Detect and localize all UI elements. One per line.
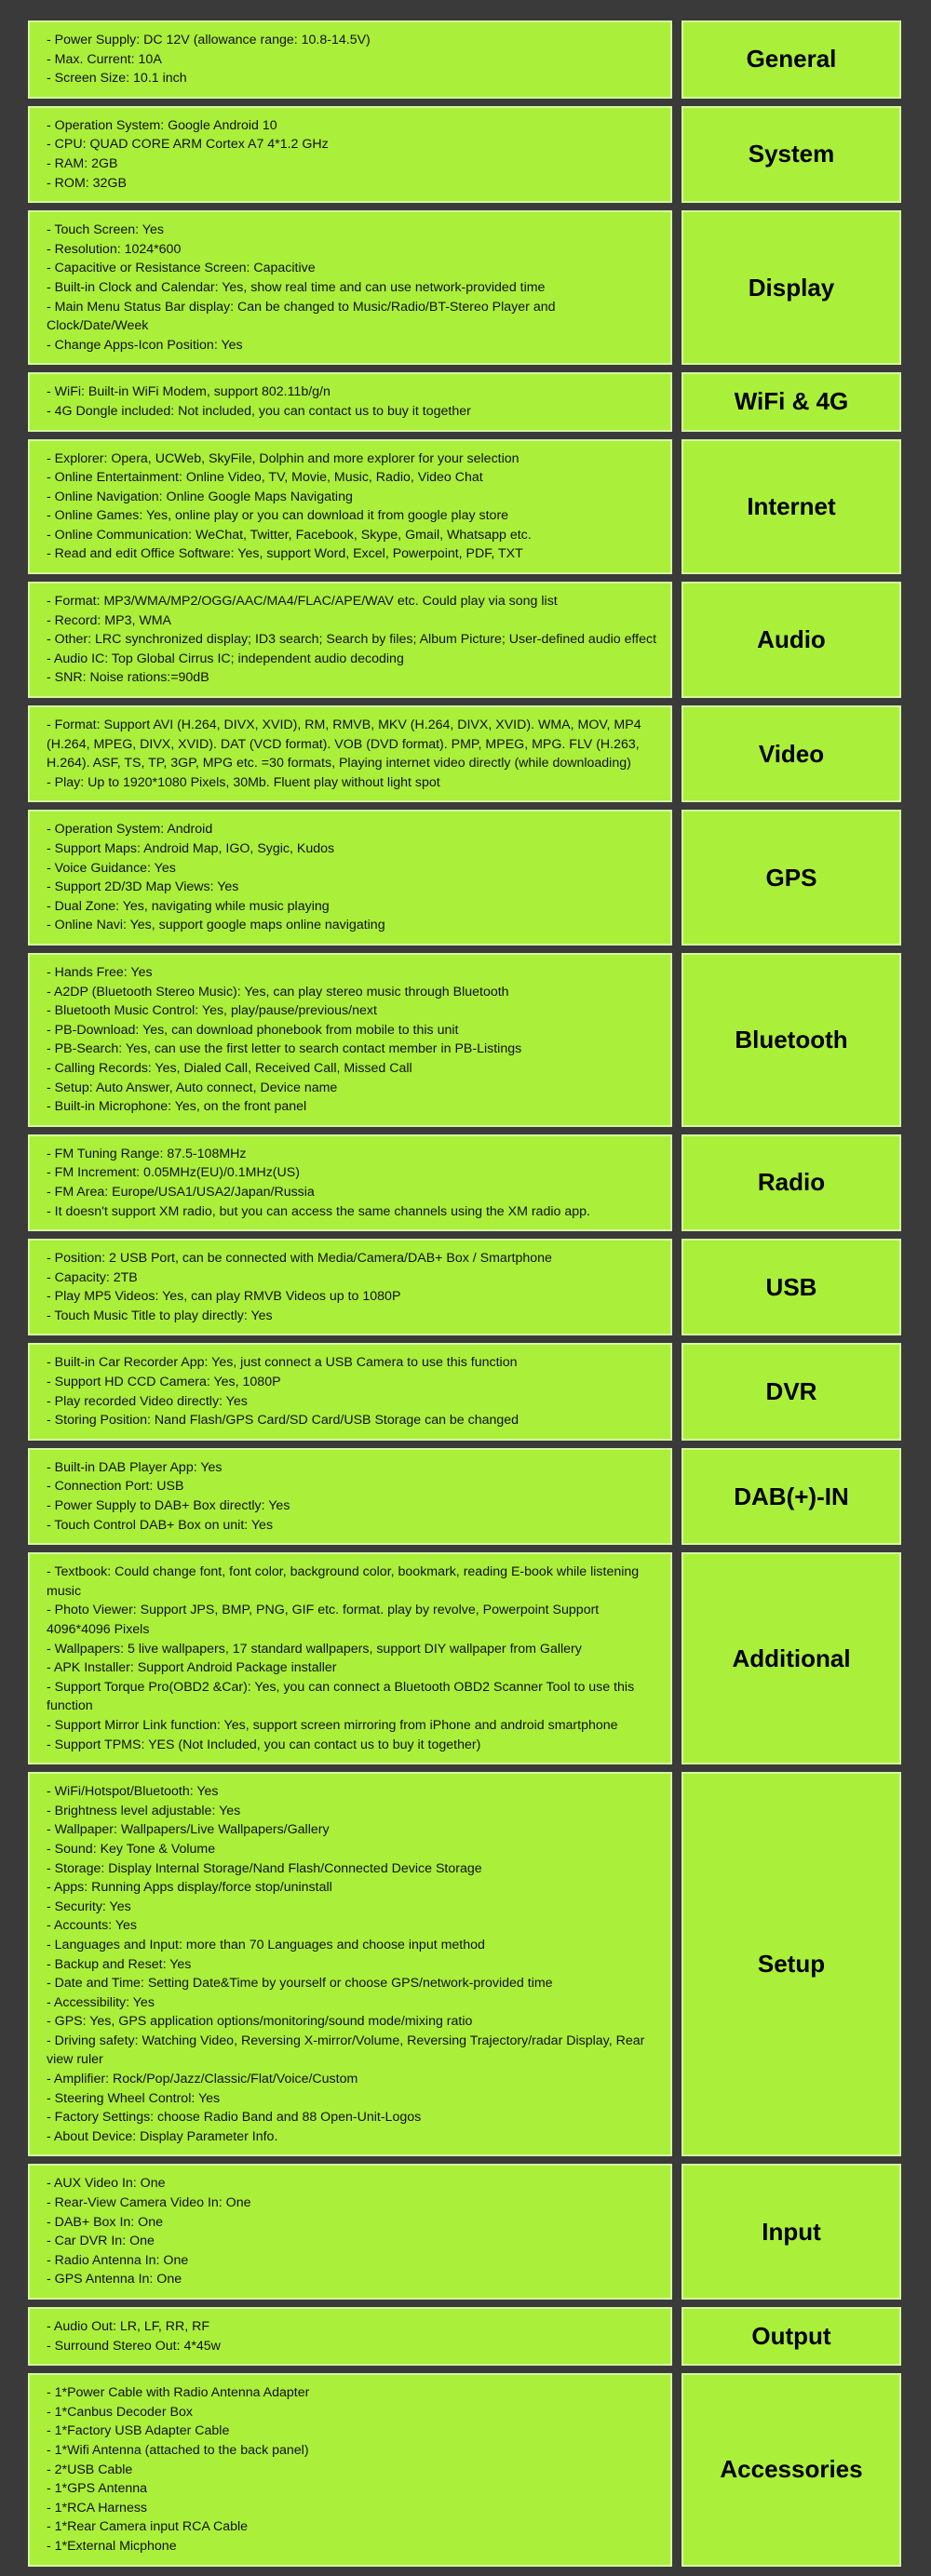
spec-item: - AUX Video In: One <box>47 2176 166 2192</box>
section-title-input: Input <box>681 2164 901 2300</box>
spec-row-system <box>28 106 901 203</box>
spec-item: - 4G Dongle included: Not included, you can contact us to buy it together <box>47 403 471 419</box>
spec-row-input <box>28 2164 901 2300</box>
spec-row-radio <box>28 1134 901 1231</box>
spec-item: - DAB+ Box In: One <box>47 2214 163 2230</box>
spec-item: - Online Games: Yes, online play or you can download it from google play store <box>47 508 509 524</box>
spec-item: - Sound: Key Tone & Volume <box>47 1841 216 1857</box>
spec-item: - Touch Control DAB+ Box on unit: Yes <box>47 1517 274 1533</box>
spec-item: - WiFi/Hotspot/Bluetooth: Yes <box>47 1784 219 1800</box>
spec-row-gps <box>28 810 901 946</box>
spec-item: - GPS Antenna In: One <box>47 2272 182 2288</box>
spec-item: - Photo Viewer: Support JPS, BMP, PNG, GIF etc. format. play by revolve, Powerpoint Support 4096*4096 Pixels <box>47 1603 600 1637</box>
spec-item: - Format: Support AVI (H.264, DIVX, XVID), RM, RMVB, MKV (H.264, DIVX, XVID). WMA, MOV, MP4 (H.264, MPEG, DIVX, XVID). DAT (VCD format). VOB (DVD format). PMP, MPEG, MPG. FLV (H.263, H.264). ASF, TS, TP, 3GP, MPG etc. =30 formats, Playing internet video directly (while downloading) <box>47 718 641 771</box>
spec-item: - Play: Up to 1920*1080 Pixels, 30Mb. Fluent play without light spot <box>47 774 440 790</box>
spec-item: - Driving safety: Watching Video, Reversing X-mirror/Volume, Reversing Trajectory/radar Display, Rear view ruler <box>47 2033 645 2068</box>
spec-row-usb <box>28 1239 901 1335</box>
spec-item: - Support Torque Pro(OBD2 &Car): Yes, you can connect a Bluetooth OBD2 Scanner Tool to use this function <box>47 1679 635 1714</box>
spec-item: - Play MP5 Videos: Yes, can play RMVB Videos up to 1080P <box>47 1289 401 1305</box>
spec-row-internet <box>28 439 901 575</box>
spec-item: - RAM: 2GB <box>47 155 118 171</box>
spec-item: - Power Supply to DAB+ Box directly: Yes <box>47 1498 290 1514</box>
spec-item: - Hands Free: Yes <box>47 964 153 980</box>
spec-item: - Connection Port: USB <box>47 1479 184 1495</box>
spec-item: - PB-Search: Yes, can use the first letter to search contact member in PB-Listings <box>47 1041 522 1057</box>
spec-item: - Play recorded Video directly: Yes <box>47 1393 248 1409</box>
spec-item: - A2DP (Bluetooth Stereo Music): Yes, can play stereo music through Bluetooth <box>47 984 509 1000</box>
spec-item: - FM Increment: 0.05MHz(EU)/0.1MHz(US) <box>47 1165 300 1181</box>
section-title-setup: Setup <box>681 1772 901 2156</box>
section-title-display: Display <box>681 210 901 365</box>
spec-details-dvr <box>28 1343 672 1440</box>
spec-details-input <box>28 2164 672 2300</box>
spec-item: - Radio Antenna In: One <box>47 2252 189 2268</box>
spec-item: - APK Installer: Support Android Package installer <box>47 1660 337 1676</box>
section-title-output: Output <box>681 2307 901 2366</box>
spec-item: - 1*Rear Camera input RCA Cable <box>47 2519 249 2535</box>
spec-details-display <box>28 210 672 365</box>
spec-item: - Read and edit Office Software: Yes, support Word, Excel, Powerpoint, PDF, TXT <box>47 546 523 562</box>
spec-item: - Setup: Auto Answer, Auto connect, Device name <box>47 1080 338 1095</box>
spec-item: - CPU: QUAD CORE ARM Cortex A7 4*1.2 GHz <box>47 137 329 153</box>
spec-item: - Max. Current: 10A <box>47 51 162 67</box>
spec-item: - Amplifier: Rock/Pop/Jazz/Classic/Flat/Voice/Custom <box>47 2072 358 2087</box>
spec-item: - Factory Settings: choose Radio Band and 88 Open-Unit-Logos <box>47 2110 422 2126</box>
spec-item: - Other: LRC synchronized display; ID3 search; Search by files; Album Picture; User-defined audio effect <box>47 632 657 648</box>
spec-item: - Bluetooth Music Control: Yes, play/pause/previous/next <box>47 1003 377 1019</box>
spec-item: - Accessibility: Yes <box>47 1994 155 2010</box>
section-title-dab-in: DAB(+)-IN <box>681 1448 901 1545</box>
section-title-video: Video <box>681 705 901 802</box>
spec-details-internet <box>28 439 672 575</box>
spec-item: - PB-Download: Yes, can download phonebook from mobile to this unit <box>47 1022 459 1038</box>
spec-item: - Date and Time: Setting Date&Time by yourself or choose GPS/network-provided time <box>47 1976 553 1992</box>
spec-item: - Record: MP3, WMA <box>47 612 172 628</box>
spec-item: - 1*External Micphone <box>47 2538 177 2554</box>
spec-row-output <box>28 2307 901 2366</box>
spec-item: - Car DVR In: One <box>47 2234 155 2249</box>
spec-details-accessories <box>28 2373 672 2566</box>
spec-item: - Accounts: Yes <box>47 1918 138 1934</box>
spec-item: - FM Tuning Range: 87.5-108MHz <box>47 1146 247 1161</box>
spec-item: - 2*USB Cable <box>47 2462 133 2477</box>
spec-item: - Steering Wheel Control: Yes <box>47 2090 221 2106</box>
section-title-system: System <box>681 106 901 203</box>
spec-row-audio <box>28 582 901 698</box>
spec-details-bluetooth <box>28 953 672 1127</box>
spec-row-setup <box>28 1772 901 2156</box>
section-title-bluetooth: Bluetooth <box>681 953 901 1127</box>
spec-item: - SNR: Noise rations:=90dB <box>47 670 209 686</box>
spec-item: - Storage: Display Internal Storage/Nand Flash/Connected Device Storage <box>47 1860 482 1876</box>
spec-details-output <box>28 2307 672 2366</box>
spec-details-video <box>28 705 672 802</box>
section-title-internet: Internet <box>681 439 901 575</box>
spec-item: - Resolution: 1024*600 <box>47 241 182 257</box>
section-title-general: General <box>681 20 901 99</box>
section-title-additional: Additional <box>681 1552 901 1764</box>
spec-item: - Audio IC: Top Global Cirrus IC; independent audio decoding <box>47 651 404 666</box>
spec-row-dvr <box>28 1343 901 1440</box>
spec-item: - About Device: Display Parameter Info. <box>47 2128 278 2144</box>
spec-item: - It doesn't support XM radio, but you can access the same channels using the XM radio app. <box>47 1203 590 1219</box>
section-title-dvr: DVR <box>681 1343 901 1440</box>
spec-details-usb <box>28 1239 672 1335</box>
spec-item: - Support 2D/3D Map Views: Yes <box>47 879 239 895</box>
section-title-wifi-4g: WiFi & 4G <box>681 372 901 431</box>
section-title-radio: Radio <box>681 1134 901 1231</box>
spec-details-additional <box>28 1552 672 1764</box>
spec-details-radio <box>28 1134 672 1231</box>
spec-item: - Support Maps: Android Map, IGO, Sygic, Kudos <box>47 841 335 856</box>
spec-item: - Touch Screen: Yes <box>47 222 164 238</box>
spec-details-setup <box>28 1772 672 2156</box>
spec-details-system <box>28 106 672 203</box>
spec-item: - Operation System: Google Android 10 <box>47 117 277 133</box>
spec-item: - 1*RCA Harness <box>47 2500 148 2516</box>
spec-item: - Backup and Reset: Yes <box>47 1956 192 1972</box>
spec-item: - Capacity: 2TB <box>47 1269 138 1285</box>
spec-item: - Calling Records: Yes, Dialed Call, Received Call, Missed Call <box>47 1060 412 1076</box>
spec-row-dab-in <box>28 1448 901 1545</box>
spec-row-wifi-4g <box>28 372 901 431</box>
spec-item: - Power Supply: DC 12V (allowance range: 10.8-14.5V) <box>47 33 371 47</box>
spec-item: - Built-in Microphone: Yes, on the front panel <box>47 1099 307 1115</box>
spec-item: - Voice Guidance: Yes <box>47 860 176 876</box>
spec-row-general <box>28 20 901 99</box>
spec-item: - Wallpapers: 5 live wallpapers, 17 standard wallpapers, support DIY wallpaper from Gallery <box>47 1641 582 1657</box>
section-title-usb: USB <box>681 1239 901 1335</box>
section-title-audio: Audio <box>681 582 901 698</box>
spec-row-bluetooth <box>28 953 901 1127</box>
spec-row-additional <box>28 1552 901 1764</box>
section-title-gps: GPS <box>681 810 901 946</box>
spec-item: - Built-in Clock and Calendar: Yes, show real time and can use network-provided time <box>47 279 546 295</box>
spec-item: - 1*GPS Antenna <box>47 2481 148 2497</box>
spec-item: - Change Apps-Icon Position: Yes <box>47 337 243 353</box>
spec-details-audio <box>28 582 672 698</box>
spec-item: - 1*Wifi Antenna (attached to the back panel) <box>47 2442 309 2458</box>
spec-item: - Built-in DAB Player App: Yes <box>47 1459 223 1475</box>
spec-details-gps <box>28 810 672 946</box>
spec-item: - GPS: Yes, GPS application options/monitoring/sound mode/mixing ratio <box>47 2014 473 2030</box>
spec-item: - Main Menu Status Bar display: Can be changed to Music/Radio/BT-Stereo Player and Clock/Date/Week <box>47 299 556 334</box>
spec-item: - Format: MP3/WMA/MP2/OGG/AAC/MA4/FLAC/APE/WAV etc. Could play via song list <box>47 594 558 610</box>
spec-item: - Support Mirror Link function: Yes, support screen mirroring from iPhone and android smartphone <box>47 1717 618 1733</box>
spec-item: - Wallpaper: Wallpapers/Live Wallpapers/Gallery <box>47 1822 330 1838</box>
spec-item: - Support HD CCD Camera: Yes, 1080P <box>47 1375 281 1390</box>
section-title-accessories: Accessories <box>681 2373 901 2566</box>
spec-item: - Security: Yes <box>47 1898 131 1914</box>
spec-item: - Support TPMS: YES (Not Included, you can contact us to buy it together) <box>47 1737 481 1752</box>
spec-item: - WiFi: Built-in WiFi Modem, support 802.11b/g/n <box>47 384 331 400</box>
spec-item: - Built-in Car Recorder App: Yes, just connect a USB Camera to use this function <box>47 1355 518 1371</box>
spec-item: - Explorer: Opera, UCWeb, SkyFile, Dolphin and more explorer for your selection <box>47 450 519 466</box>
spec-row-video <box>28 705 901 802</box>
spec-item: - 1*Factory USB Adapter Cable <box>47 2423 230 2439</box>
spec-item: - Textbook: Could change font, font color, background color, bookmark, reading E-book while listening music <box>47 1564 640 1599</box>
spec-item: - Position: 2 USB Port, can be connected with Media/Camera/DAB+ Box / Smartphone <box>47 1251 552 1267</box>
spec-item: - Capacitive or Resistance Screen: Capacitive <box>47 261 316 276</box>
spec-item: - Online Communication: WeChat, Twitter, Facebook, Skype, Gmail, Whatsapp etc. <box>47 527 532 543</box>
spec-item: - ROM: 32GB <box>47 175 127 191</box>
spec-item: - Online Navi: Yes, support google maps online navigating <box>47 918 385 933</box>
spec-item: - Dual Zone: Yes, navigating while music playing <box>47 898 330 914</box>
spec-item: - Online Navigation: Online Google Maps Navigating <box>47 489 353 504</box>
spec-item: - Storing Position: Nand Flash/GPS Card/SD Card/USB Storage can be changed <box>47 1413 519 1429</box>
spec-item: - Rear-View Camera Video In: One <box>47 2195 251 2211</box>
spec-details-general <box>28 20 672 99</box>
spec-item: - Languages and Input: more than 70 Languages and choose input method <box>47 1937 485 1952</box>
spec-item: - 1*Power Cable with Radio Antenna Adapter <box>47 2385 310 2401</box>
spec-item: - Screen Size: 10.1 inch <box>47 71 187 87</box>
spec-item: - 1*Canbus Decoder Box <box>47 2404 193 2420</box>
spec-details-wifi-4g <box>28 372 672 431</box>
spec-details-dab-in <box>28 1448 672 1545</box>
spec-item: - Operation System: Android <box>47 822 213 838</box>
spec-item: - Apps: Running Apps display/force stop/uninstall <box>47 1880 332 1896</box>
spec-table <box>28 20 901 2567</box>
spec-item: - FM Area: Europe/USA1/USA2/Japan/Russia <box>47 1184 315 1200</box>
spec-row-accessories <box>28 2373 901 2566</box>
spec-item: - Surround Stereo Out: 4*45w <box>47 2338 221 2354</box>
spec-item: - Brightness level adjustable: Yes <box>47 1803 241 1818</box>
spec-item: - Audio Out: LR, LF, RR, RF <box>47 2319 210 2334</box>
spec-item: - Touch Music Title to play directly: Yes <box>47 1308 273 1323</box>
spec-item: - Online Entertainment: Online Video, TV, Movie, Music, Radio, Video Chat <box>47 470 483 486</box>
spec-row-display <box>28 210 901 365</box>
